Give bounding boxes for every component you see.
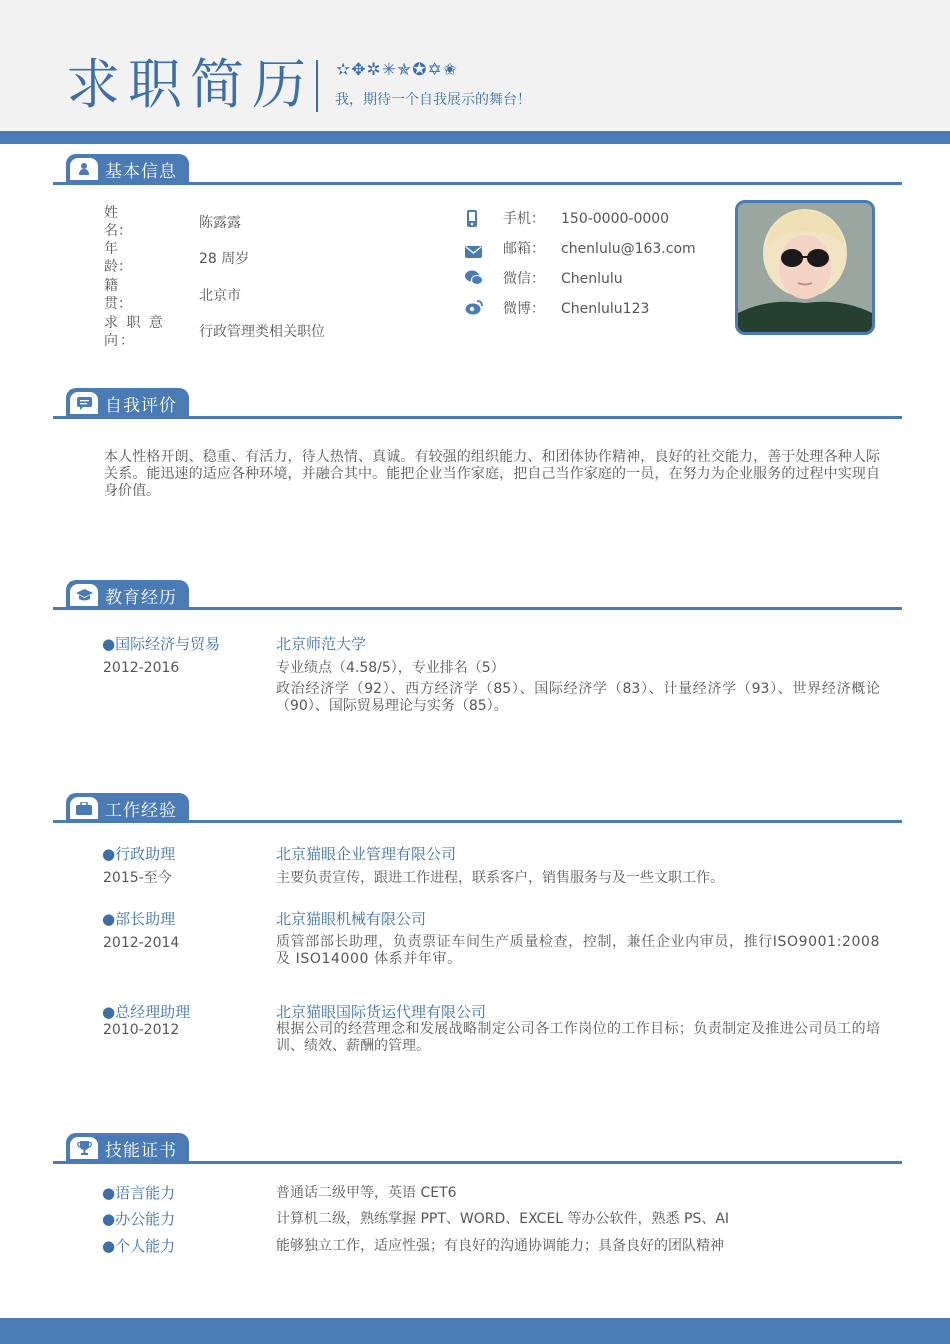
phone-label: 手机： [503, 211, 545, 227]
slogan: 我，期待一个自我展示的舞台！ [335, 92, 531, 108]
section-title: 教育经历 [105, 587, 177, 608]
weibo-label: 微博： [503, 301, 545, 317]
work-period: 2010-2012 [103, 1022, 180, 1038]
work-period: 2015-至今 [103, 870, 172, 886]
skill-name: ●办公能力 [102, 1210, 176, 1228]
section-header-education [66, 580, 189, 610]
decorative-stars: ✫✥✲✳✯✪✡✬ [336, 60, 458, 80]
email-value: chenlulu@163.com [561, 241, 696, 257]
weibo-value: Chenlulu123 [561, 301, 650, 317]
work-company: 北京猫眼机械有限公司 [276, 910, 427, 928]
section-title: 基本信息 [105, 161, 177, 182]
work-title: ●总经理助理 [102, 1003, 191, 1021]
edu-school: 北京师范大学 [276, 635, 367, 653]
footer-bar [0, 1318, 950, 1344]
work-desc: 根据公司的经营理念和发展战略制定公司各工作岗位的工作目标；负责制定及推进公司员工的培训、绩效、薪酬的管理。 [276, 1021, 880, 1054]
section-title: 自我评价 [105, 395, 177, 416]
header-bar [0, 131, 950, 144]
work-desc: 主要负责宣传，跟进工作进程，联系客户，销售服务与及一些文职工作。 [276, 870, 724, 886]
skill-name: ●语言能力 [102, 1184, 176, 1202]
section-header-self [66, 388, 189, 418]
self-evaluation-text: 本人性格开朗、稳重、有活力，待人热情、真诚。有较强的组织能力、和团体协作精神，良好的社交能力，善于处理各种人际关系。能迅速的适应各种环境，并融合其中。能把企业当作家庭，把自己当作家庭的一员，在努力为企业服务的过程中实现自身价值。 [104, 449, 880, 499]
work-period: 2012-2014 [103, 935, 180, 951]
skill-desc: 能够独立工作，适应性强；有良好的沟通协调能力；具备良好的团队精神 [276, 1238, 724, 1254]
email-icon [465, 243, 482, 262]
section-header-skills [66, 1133, 189, 1163]
edu-major: ●国际经济与贸易 [102, 635, 221, 653]
edu-gpa: 专业绩点（4.58/5），专业排名（5） [276, 660, 505, 676]
name-value: 陈露露 [199, 215, 241, 231]
skill-desc: 计算机二级，熟练掌握 PPT、WORD、EXCEL 等办公软件，熟悉 PS、AI [276, 1211, 730, 1227]
work-company: 北京猫眼国际货运代理有限公司 [276, 1003, 487, 1021]
title-divider [316, 60, 318, 112]
age-label: 年 龄： [104, 241, 146, 275]
section-header-basic [66, 154, 189, 184]
origin-value: 北京市 [199, 288, 241, 304]
section-header-work [66, 793, 189, 823]
age-value: 28 周岁 [199, 251, 250, 267]
work-desc: 质管部部长助理，负责票证车间生产质量检查，控制，兼任企业内审员，推行ISO9001:2008 及 ISO14000 体系并年审。 [276, 934, 880, 967]
edu-courses: 政治经济学（92）、西方经济学（85）、国际经济学（83）、计量经济学（93）、世界经济概论（90）、国际贸易理论与实务（85）。 [276, 681, 880, 714]
wechat-icon [465, 270, 483, 290]
comment-icon [70, 392, 98, 414]
user-icon [70, 158, 98, 180]
briefcase-icon [70, 797, 98, 819]
origin-label: 籍 贯： [104, 278, 146, 312]
page-title: 求职简历 [66, 53, 314, 116]
section-title: 工作经验 [105, 800, 177, 821]
weibo-icon [465, 299, 483, 319]
intent-label: 求 职 意 向： [104, 315, 165, 349]
edu-period: 2012-2016 [103, 660, 180, 676]
phone-value: 150-0000-0000 [561, 211, 670, 227]
wechat-label: 微信： [503, 271, 545, 287]
email-label: 邮箱： [503, 241, 545, 257]
skill-name: ●个人能力 [102, 1237, 176, 1255]
intent-value: 行政管理类相关职位 [199, 324, 325, 340]
section-title: 技能证书 [105, 1140, 177, 1161]
phone-icon [466, 210, 478, 231]
skill-desc: 普通话二级甲等，英语 CET6 [276, 1185, 457, 1201]
work-title: ●行政助理 [102, 845, 176, 863]
trophy-icon [70, 1137, 98, 1159]
graduation-cap-icon [70, 584, 98, 606]
wechat-value: Chenlulu [561, 271, 623, 287]
work-company: 北京猫眼企业管理有限公司 [276, 845, 457, 863]
work-title: ●部长助理 [102, 910, 176, 928]
profile-photo [735, 200, 875, 335]
name-label: 姓 名： [104, 205, 146, 239]
